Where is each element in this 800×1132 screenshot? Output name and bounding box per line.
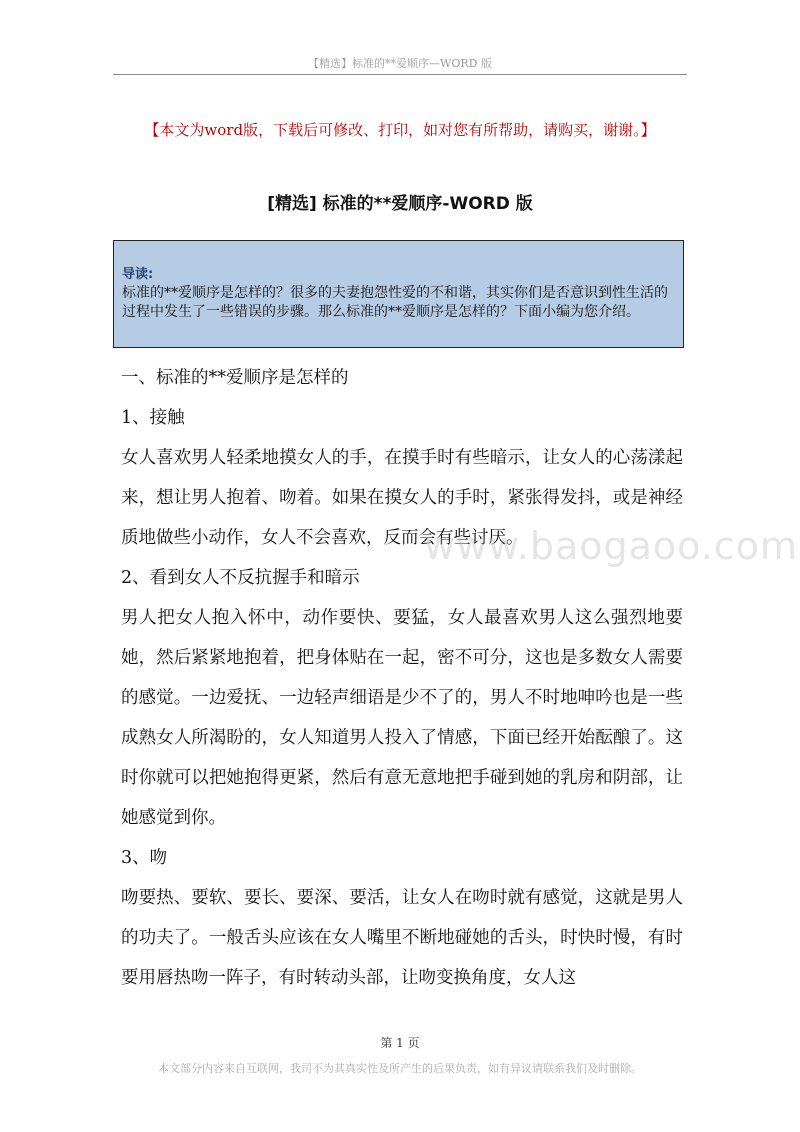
footer-disclaimer: 本文部分内容来自互联网，我司不为其真实性及所产生的后果负责，如有异议请联系我们及时删除。	[158, 1062, 642, 1075]
subheading-contact: 1、接触	[121, 408, 185, 428]
page-header: 【精选】标准的**爱顺序—WORD 版	[308, 57, 492, 70]
document-body	[121, 358, 683, 998]
subheading-embrace: 2、看到女人不反抗握手和暗示	[121, 568, 360, 588]
subheading-kiss: 3、吻	[121, 848, 168, 868]
paragraph-contact: 女人喜欢男人轻柔地摸女人的手，在摸手时有些暗示，让女人的心荡漾起来，想让男人抱着、吻着。如果在摸女人的手时，紧张得发抖，或是神经质地做些小动作，女人不会喜欢，反而会有些讨厌。	[121, 448, 683, 548]
header-divider	[113, 74, 687, 75]
paragraph-kiss: 吻要热、要软、要长、要深、要活，让女人在吻时就有感觉，这就是男人的功夫了。一般舌头应该在女人嘴里不断地碰她的舌头，时快时慢，有时要用唇热吻一阵子，有时转动头部，让吻变换角度，女人这	[121, 888, 683, 988]
intro-label: 导读:	[122, 267, 154, 282]
paragraph-embrace: 男人把女人抱入怀中，动作要快、要猛，女人最喜欢男人这么强烈地要她，然后紧紧地抱着，把身体贴在一起，密不可分，这也是多数女人需要的感觉。一边爱抚、一边轻声细语是少不了的，男人不时地呻吟也是一些成熟女人所渴盼的，女人知道男人投入了情感，下面已经开始酝酿了。这时你就可以把她抱得更紧，然后有意无意地把手碰到她的乳房和阴部，让她感觉到你。	[121, 608, 683, 828]
section-heading: 一、标准的**爱顺序是怎样的	[121, 368, 349, 388]
document-title: [精选] 标准的**爱顺序-WORD 版	[267, 194, 533, 214]
intro-text: 标准的**爱顺序是怎样的？很多的夫妻抱怨性爱的不和谐，其实你们是否意识到性生活的过程中发生了一些错误的步骤。那么标准的**爱顺序是怎样的？下面小编为您介绍。	[122, 285, 668, 320]
word-version-notice: 【本文为word版，下载后可修改、打印，如对您有所帮助，请购买，谢谢。】	[144, 121, 656, 139]
intro-box	[113, 240, 684, 348]
page-number: 第 1 页	[380, 1036, 420, 1050]
watermark: www.baogaoo.com	[424, 524, 798, 568]
